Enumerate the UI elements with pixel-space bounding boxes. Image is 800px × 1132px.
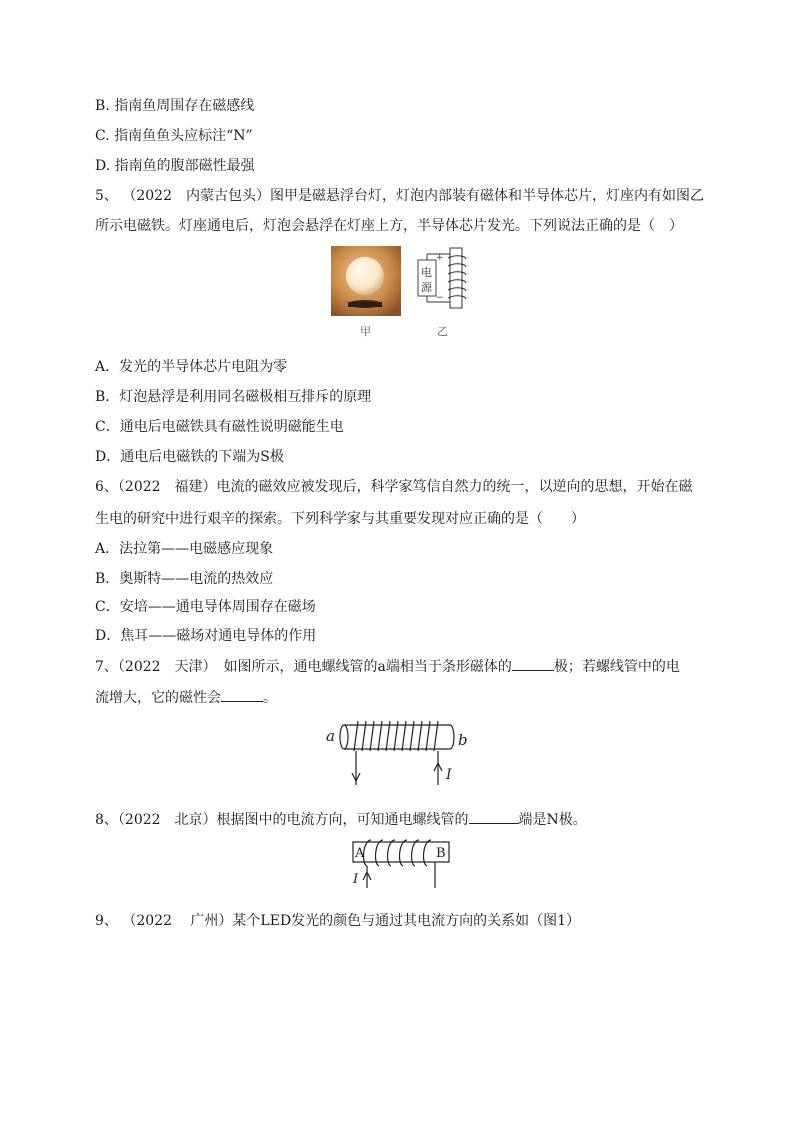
q5-option-b: B．灯泡悬浮是利用同名磁极相互排斥的原理 — [95, 389, 372, 405]
q5-figure — [330, 246, 475, 338]
source-minus: − — [436, 293, 444, 303]
q6-option-a: A．法拉第——电磁感应现象 — [95, 541, 274, 557]
q7-solenoid-drawing — [322, 715, 482, 790]
lamp-photo — [331, 246, 401, 316]
q8-stem-part2: 端是N极。 — [518, 812, 587, 828]
q4-option-b: B. 指南鱼周围存在磁感线 — [95, 98, 255, 114]
q7-stem-part1: 7、（2022 天津） 如图所示，通电螺线管的a端相当于条形磁体的 — [95, 659, 512, 675]
q7-label-current: I — [446, 767, 452, 783]
q8-label-current: I — [353, 872, 359, 887]
q7-stem-line2b: 。 — [263, 690, 277, 706]
q5-figure-drawing — [330, 246, 475, 338]
q7-blank-magnetism[interactable] — [221, 689, 263, 702]
q6-option-c: C．安培——通电导体周围存在磁场 — [95, 599, 316, 615]
q7-blank-pole[interactable] — [512, 658, 554, 671]
q6-option-b: B．奥斯特——电流的热效应 — [95, 571, 274, 587]
q5-stem-line1: 5、 （2022 内蒙古包头）图甲是磁悬浮台灯，灯泡内部装有磁体和半导体芯片，灯座内有如图乙 — [95, 188, 704, 204]
q8-stem-part1: 8、（2022 北京）根据图中的电流方向，可知通电螺线管的 — [95, 812, 469, 828]
q8-figure — [345, 836, 455, 890]
q7-stem-line2a: 流增大，它的磁性会 — [95, 690, 221, 706]
q4-option-d: D. 指南鱼的腹部磁性最强 — [95, 158, 255, 174]
q6-option-d: D．焦耳——磁场对通电导体的作用 — [95, 628, 317, 644]
label-jia: 甲 — [360, 325, 371, 338]
q5-stem-line2: 所示电磁铁。灯座通电后，灯泡会悬浮在灯座上方，半导体芯片发光。下列说法正确的是（ ） — [95, 218, 683, 234]
q7-stem-line2 — [95, 689, 277, 707]
q8-label-b: B — [436, 846, 446, 861]
q8-label-a: A — [355, 846, 365, 861]
q7-stem-line1 — [95, 658, 680, 676]
q7-label-a: a — [326, 727, 335, 745]
q4-option-c: C. 指南鱼鱼头应标注“N” — [95, 128, 253, 144]
q5-option-c: C．通电后电磁铁具有磁性说明磁能生电 — [95, 419, 344, 435]
q8-stem — [95, 811, 587, 829]
q7-figure — [322, 715, 482, 790]
q7-stem-part2: 极；若螺线管中的电 — [553, 659, 680, 675]
source-char1: 电 — [421, 266, 432, 279]
q8-blank-end[interactable] — [469, 811, 519, 824]
q7-label-b: b — [458, 731, 468, 749]
source-char2: 源 — [421, 281, 432, 294]
q6-stem-line2: 生电的研究中进行艰辛的探索。下列科学家与其重要发现对应正确的是（ ） — [95, 511, 585, 527]
label-yi: 乙 — [437, 325, 448, 338]
q5-option-d: D．通电后电磁铁的下端为S极 — [95, 449, 284, 465]
q6-stem-line1: 6、（2022 福建）电流的磁效应被发现后，科学家笃信自然力的统一，以逆向的思想，开始在磁 — [95, 479, 693, 495]
q5-option-a: A．发光的半导体芯片电阻为零 — [95, 359, 288, 375]
source-plus: + — [436, 253, 444, 263]
q8-solenoid-drawing — [345, 836, 455, 890]
q9-stem: 9、 （2022 广州）某个LED发光的颜色与通过其电流方向的关系如（图1） — [95, 913, 581, 929]
